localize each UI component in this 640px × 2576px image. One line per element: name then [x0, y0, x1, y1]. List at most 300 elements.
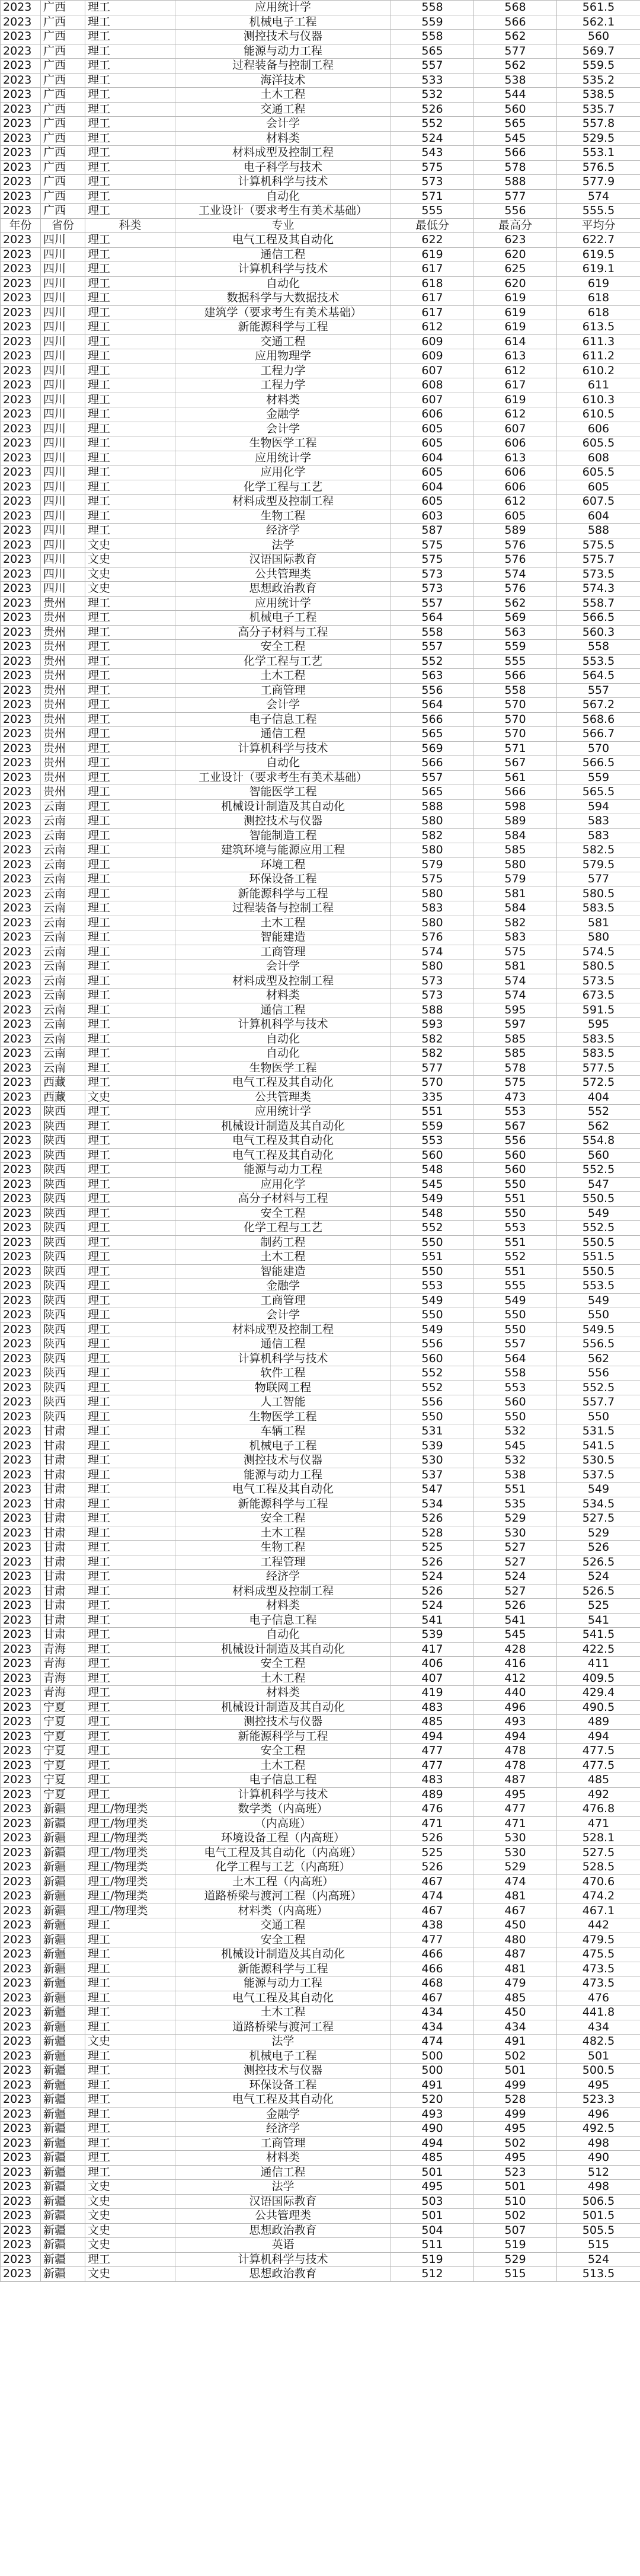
table-cell: 571 [474, 741, 557, 756]
table-cell: 566 [474, 15, 557, 30]
table-cell: 2023 [1, 843, 41, 858]
table-row [1, 611, 640, 626]
table-cell: 563 [474, 625, 557, 640]
table-cell: 2023 [1, 1686, 41, 1701]
table-cell: 571 [391, 189, 474, 204]
table-cell: 理工 [85, 15, 175, 30]
table-cell: 580 [474, 857, 557, 872]
table-cell: 工业设计（要求考生有美术基础） [175, 204, 391, 219]
table-cell: 2023 [1, 727, 41, 742]
header-cell: 专业 [175, 218, 391, 233]
table-cell: 计算机科学与技术 [175, 175, 391, 190]
table-cell: 理工 [85, 102, 175, 117]
table-row [1, 756, 640, 771]
table-cell: 贵州 [41, 712, 85, 727]
table-cell: 贵州 [41, 611, 85, 626]
table-cell: 理工 [85, 1512, 175, 1526]
table-cell: 测控技术与仪器 [175, 30, 391, 44]
table-cell: 573 [391, 974, 474, 989]
table-cell: 549 [557, 1206, 640, 1221]
table-cell: 2023 [1, 2151, 41, 2166]
table-cell: 会计学 [175, 422, 391, 436]
table-cell: 597 [474, 1018, 557, 1032]
table-cell: 新疆 [41, 1860, 85, 1875]
table-cell: 553 [474, 1381, 557, 1395]
table-cell: 411 [557, 1657, 640, 1672]
table-cell: 519 [474, 2238, 557, 2253]
table-cell: 524 [557, 2252, 640, 2267]
table-cell: 思想政治教育 [175, 2223, 391, 2238]
table-cell: 计算机科学与技术 [175, 1787, 391, 1802]
table-cell: 新疆 [41, 1889, 85, 1904]
table-cell: 490 [391, 2122, 474, 2137]
table-cell: 新能源科学与工程 [175, 1497, 391, 1512]
table-cell: 603 [391, 509, 474, 524]
table-cell: 青海 [41, 1671, 85, 1686]
table-cell: 宁夏 [41, 1787, 85, 1802]
table-cell: 理工 [85, 1206, 175, 1221]
table-cell: 529 [474, 1512, 557, 1526]
table-cell: 559 [391, 15, 474, 30]
table-cell: 电子信息工程 [175, 1613, 391, 1628]
table-cell: 477.5 [557, 1744, 640, 1759]
table-cell: 576 [391, 930, 474, 945]
table-row [1, 451, 640, 466]
table-cell: 577.9 [557, 175, 640, 190]
table-cell: 理工 [85, 974, 175, 989]
table-cell: 478 [474, 1758, 557, 1773]
table-cell: 604 [391, 451, 474, 466]
table-row [1, 959, 640, 974]
table-cell: 甘肃 [41, 1584, 85, 1599]
table-cell: 549 [391, 1322, 474, 1337]
table-row [1, 393, 640, 407]
table-cell: 532 [474, 1453, 557, 1468]
table-cell: 557 [391, 59, 474, 74]
table-row [1, 146, 640, 161]
table-cell: 555 [474, 654, 557, 669]
table-row [1, 102, 640, 117]
table-row [1, 1439, 640, 1453]
table-cell: 550 [474, 1410, 557, 1424]
table-cell: 485 [391, 2151, 474, 2166]
table-row [1, 1584, 640, 1599]
table-cell: 理工 [85, 1541, 175, 1555]
table-cell: 530 [474, 1526, 557, 1541]
table-cell: 新疆 [41, 2049, 85, 2064]
table-cell: 502 [474, 2049, 557, 2064]
table-cell: 广西 [41, 117, 85, 132]
table-row [1, 712, 640, 727]
table-row [1, 2006, 640, 2020]
table-cell: 生物工程 [175, 509, 391, 524]
table-cell: 557 [557, 683, 640, 698]
table-cell: 道路桥梁与渡河工程 [175, 2020, 391, 2035]
table-cell: 理工 [85, 1264, 175, 1279]
table-cell: 2023 [1, 1744, 41, 1759]
table-cell: 2023 [1, 1512, 41, 1526]
table-cell: 四川 [41, 466, 85, 480]
table-cell: 580 [391, 916, 474, 930]
table-cell: 474 [391, 2035, 474, 2049]
table-cell: 理工 [85, 160, 175, 175]
table-cell: 417 [391, 1642, 474, 1657]
table-row [1, 1512, 640, 1526]
table-cell: 2023 [1, 1526, 41, 1541]
table-row [1, 1483, 640, 1497]
table-cell: 550 [557, 1410, 640, 1424]
table-cell: 550.5 [557, 1264, 640, 1279]
table-cell: 文史 [85, 2223, 175, 2238]
table-cell: 理工 [85, 2064, 175, 2078]
table-cell: 579.5 [557, 857, 640, 872]
table-cell: 490 [557, 2151, 640, 2166]
table-cell: 理工 [85, 1729, 175, 1744]
table-cell: 自动化 [175, 1628, 391, 1643]
table-cell: 562 [474, 30, 557, 44]
table-cell: 541.5 [557, 1628, 640, 1643]
table-cell: 564 [391, 698, 474, 713]
table-cell: 理工 [85, 1584, 175, 1599]
table-cell: 2023 [1, 1468, 41, 1483]
table-row [1, 625, 640, 640]
table-row [1, 30, 640, 44]
table-cell: 理工 [85, 451, 175, 466]
table-cell: 561 [474, 770, 557, 785]
table-cell: 544 [474, 88, 557, 103]
table-cell: 理工 [85, 495, 175, 509]
table-cell: 新能源科学与工程 [175, 1729, 391, 1744]
table-cell: 广西 [41, 59, 85, 74]
table-cell: 577 [474, 44, 557, 59]
table-cell: 617 [474, 378, 557, 393]
table-cell: 甘肃 [41, 1439, 85, 1453]
table-cell: 智能医学工程 [175, 785, 391, 800]
table-cell: 2023 [1, 1599, 41, 1614]
table-cell: 611.2 [557, 349, 640, 364]
table-cell: 建筑环境与能源应用工程 [175, 843, 391, 858]
table-cell: 618 [557, 305, 640, 320]
table-cell: 金融学 [175, 2107, 391, 2122]
table-cell: 2023 [1, 364, 41, 378]
table-cell: 理工 [85, 654, 175, 669]
table-cell: 理工 [85, 1947, 175, 1962]
table-cell: 四川 [41, 524, 85, 538]
table-cell: 陕西 [41, 1177, 85, 1192]
table-cell: 614 [474, 334, 557, 349]
table-row [1, 857, 640, 872]
table-cell: 558 [474, 1366, 557, 1381]
table-cell: 材料类（内高班） [175, 1904, 391, 1918]
table-cell: 2023 [1, 669, 41, 684]
table-cell: 529 [474, 2252, 557, 2267]
table-cell: 529 [557, 1526, 640, 1541]
table-cell: 505.5 [557, 2223, 640, 2238]
table-cell: 2023 [1, 1700, 41, 1715]
table-cell: 550 [474, 1322, 557, 1337]
table-cell: 2023 [1, 1206, 41, 1221]
table-cell: 云南 [41, 989, 85, 1003]
table-cell: 409.5 [557, 1671, 640, 1686]
table-cell: 甘肃 [41, 1512, 85, 1526]
table-cell: 558 [391, 1, 474, 15]
table-cell: 558 [557, 640, 640, 655]
table-row [1, 901, 640, 916]
table-cell: 549 [474, 1293, 557, 1308]
table-cell: 理工 [85, 1497, 175, 1512]
table-cell: 四川 [41, 378, 85, 393]
table-row [1, 2035, 640, 2049]
table-cell: 理工 [85, 741, 175, 756]
table-cell: 贵州 [41, 727, 85, 742]
table-cell: 理工 [85, 2151, 175, 2166]
table-cell: 515 [474, 2267, 557, 2282]
table-row [1, 2049, 640, 2064]
table-cell: 2023 [1, 1991, 41, 2006]
table-cell: 496 [557, 2107, 640, 2122]
table-cell: 606 [474, 436, 557, 451]
table-cell: 文史 [85, 538, 175, 553]
table-cell: 文史 [85, 2238, 175, 2253]
table-cell: 528.1 [557, 1831, 640, 1846]
table-cell: 理工 [85, 1381, 175, 1395]
table-cell: 云南 [41, 843, 85, 858]
table-cell: 569.7 [557, 44, 640, 59]
table-cell: 557 [391, 596, 474, 611]
table-cell: 579 [391, 857, 474, 872]
table-cell: 2023 [1, 582, 41, 597]
table-cell: 532 [474, 1424, 557, 1439]
table-cell: 434 [391, 2020, 474, 2035]
table-cell: 理工 [85, 828, 175, 843]
table-cell: 498 [557, 2180, 640, 2195]
table-cell: 606 [474, 480, 557, 495]
table-cell: 495 [474, 2151, 557, 2166]
table-cell: 生物医学工程 [175, 436, 391, 451]
table-cell: 甘肃 [41, 1628, 85, 1643]
table-cell: 理工 [85, 1410, 175, 1424]
table-cell: 551 [474, 1235, 557, 1250]
table-row [1, 422, 640, 436]
table-cell: 2023 [1, 1119, 41, 1134]
table-cell: 567 [474, 1119, 557, 1134]
table-cell: 524 [557, 1570, 640, 1585]
table-cell: 585 [474, 1047, 557, 1061]
table-header-row [1, 218, 640, 233]
table-cell: 贵州 [41, 654, 85, 669]
table-cell: 文史 [85, 2194, 175, 2209]
table-row [1, 1715, 640, 1730]
table-cell: 理工 [85, 1119, 175, 1134]
table-cell: 理工 [85, 1424, 175, 1439]
table-row [1, 1308, 640, 1323]
table-cell: 560.3 [557, 625, 640, 640]
table-cell: 理工 [85, 509, 175, 524]
table-cell: 理工 [85, 436, 175, 451]
table-cell: 理工 [85, 364, 175, 378]
table-cell: 陕西 [41, 1337, 85, 1352]
table-cell: 618 [391, 276, 474, 291]
table-cell: 535.2 [557, 73, 640, 88]
table-row [1, 2267, 640, 2282]
table-cell: 553 [391, 1134, 474, 1149]
table-row [1, 1541, 640, 1555]
table-cell: 2023 [1, 930, 41, 945]
table-row [1, 1671, 640, 1686]
table-cell: 560 [557, 1148, 640, 1163]
table-cell: 2023 [1, 712, 41, 727]
table-cell: 理工 [85, 1177, 175, 1192]
table-cell: 575 [391, 872, 474, 887]
table-cell: 526 [391, 102, 474, 117]
table-row [1, 1, 640, 15]
table-cell: 新疆 [41, 2194, 85, 2209]
table-cell: 陕西 [41, 1308, 85, 1323]
table-cell: 495 [474, 1787, 557, 1802]
table-cell: 新疆 [41, 1831, 85, 1846]
table-cell: 557 [391, 640, 474, 655]
table-row [1, 1555, 640, 1570]
table-cell: 新疆 [41, 1904, 85, 1918]
table-cell: 2023 [1, 654, 41, 669]
table-cell: 404 [557, 1090, 640, 1105]
table-row [1, 2064, 640, 2078]
table-cell: 2023 [1, 2209, 41, 2224]
table-cell: 2023 [1, 2093, 41, 2108]
table-cell: 新疆 [41, 2035, 85, 2049]
table-cell: 广西 [41, 146, 85, 161]
table-cell: 理工 [85, 1570, 175, 1585]
table-cell: 理工 [85, 1134, 175, 1149]
table-row [1, 1816, 640, 1831]
table-cell: 理工 [85, 407, 175, 422]
table-cell: 广西 [41, 30, 85, 44]
table-cell: 云南 [41, 1061, 85, 1076]
table-cell: 2023 [1, 1264, 41, 1279]
table-cell: 2023 [1, 625, 41, 640]
table-cell: 2023 [1, 2194, 41, 2209]
table-cell: 2023 [1, 1105, 41, 1120]
table-cell: 2023 [1, 945, 41, 959]
table-cell: 525 [391, 1541, 474, 1555]
table-cell: 新疆 [41, 1976, 85, 1991]
table-cell: 477 [391, 1758, 474, 1773]
table-cell: 理工 [85, 1613, 175, 1628]
table-row [1, 799, 640, 814]
table-cell: 541 [557, 1613, 640, 1628]
table-cell: 2023 [1, 1322, 41, 1337]
table-cell: 570 [474, 712, 557, 727]
table-cell: 507 [474, 2223, 557, 2238]
table-cell: 能源与动力工程 [175, 1163, 391, 1178]
table-cell: 2023 [1, 349, 41, 364]
table-cell: 2023 [1, 1570, 41, 1585]
table-cell: 605 [391, 422, 474, 436]
table-cell: 广西 [41, 73, 85, 88]
table-cell: 理工 [85, 901, 175, 916]
table-cell: 理工 [85, 1337, 175, 1352]
table-cell: 理工 [85, 1962, 175, 1976]
table-cell: 新疆 [41, 1816, 85, 1831]
table-cell: 高分子材料与工程 [175, 625, 391, 640]
table-cell: 宁夏 [41, 1773, 85, 1788]
table-cell: 自动化 [175, 1032, 391, 1047]
table-cell: 土木工程（内高班） [175, 1874, 391, 1889]
table-cell: 607 [391, 364, 474, 378]
table-cell: 新疆 [41, 2107, 85, 2122]
table-cell: 613 [474, 349, 557, 364]
table-cell: 479.5 [557, 1933, 640, 1947]
table-cell: 2023 [1, 1802, 41, 1817]
table-cell: 2023 [1, 1148, 41, 1163]
table-row [1, 727, 640, 742]
table-cell: 422.5 [557, 1642, 640, 1657]
table-cell: 新疆 [41, 2238, 85, 2253]
table-cell: 2023 [1, 2165, 41, 2180]
table-cell: 理工 [85, 2252, 175, 2267]
table-cell: 574 [474, 567, 557, 582]
table-cell: 526 [391, 1512, 474, 1526]
table-cell: 495 [391, 2180, 474, 2195]
table-cell: 理工 [85, 640, 175, 655]
table-cell: 579 [474, 872, 557, 887]
table-cell: 543 [391, 146, 474, 161]
table-cell: 2023 [1, 916, 41, 930]
table-row [1, 1947, 640, 1962]
table-cell: 理工 [85, 334, 175, 349]
table-cell: 564 [391, 611, 474, 626]
table-cell: 土木工程 [175, 88, 391, 103]
table-cell: 智能制造工程 [175, 828, 391, 843]
table-cell: 工商管理 [175, 683, 391, 698]
table-cell: 2023 [1, 1395, 41, 1410]
table-cell: 2023 [1, 2049, 41, 2064]
table-cell: 566.5 [557, 756, 640, 771]
table-row [1, 320, 640, 335]
table-cell: 陕西 [41, 1395, 85, 1410]
table-cell: 理工 [85, 2107, 175, 2122]
table-cell: 2023 [1, 1337, 41, 1352]
table-cell: 582 [391, 1032, 474, 1047]
table-cell: 理工 [85, 2049, 175, 2064]
table-row [1, 2180, 640, 2195]
table-cell: 2023 [1, 1308, 41, 1323]
table-cell: 甘肃 [41, 1453, 85, 1468]
table-row [1, 1570, 640, 1585]
table-cell: 理工 [85, 1991, 175, 2006]
table-cell: 新疆 [41, 2151, 85, 2166]
table-cell: 2023 [1, 1787, 41, 1802]
table-cell: 陕西 [41, 1293, 85, 1308]
table-cell: 412 [474, 1671, 557, 1686]
table-row [1, 117, 640, 132]
table-cell: 陕西 [41, 1410, 85, 1424]
table-cell: 594 [557, 799, 640, 814]
table-cell: 云南 [41, 1003, 85, 1018]
table-cell: 2023 [1, 1918, 41, 1933]
table-cell: 434 [474, 2020, 557, 2035]
table-cell: 501 [391, 2165, 474, 2180]
table-cell: 562 [474, 596, 557, 611]
table-cell: 474.2 [557, 1889, 640, 1904]
table-cell: 理工 [85, 1715, 175, 1730]
table-cell: 442 [557, 1918, 640, 1933]
table-cell: 机械电子工程 [175, 611, 391, 626]
table-cell: 计算机科学与技术 [175, 1351, 391, 1366]
table-cell: 2023 [1, 117, 41, 132]
table-cell: 498 [557, 2136, 640, 2151]
table-cell: 576 [474, 553, 557, 568]
